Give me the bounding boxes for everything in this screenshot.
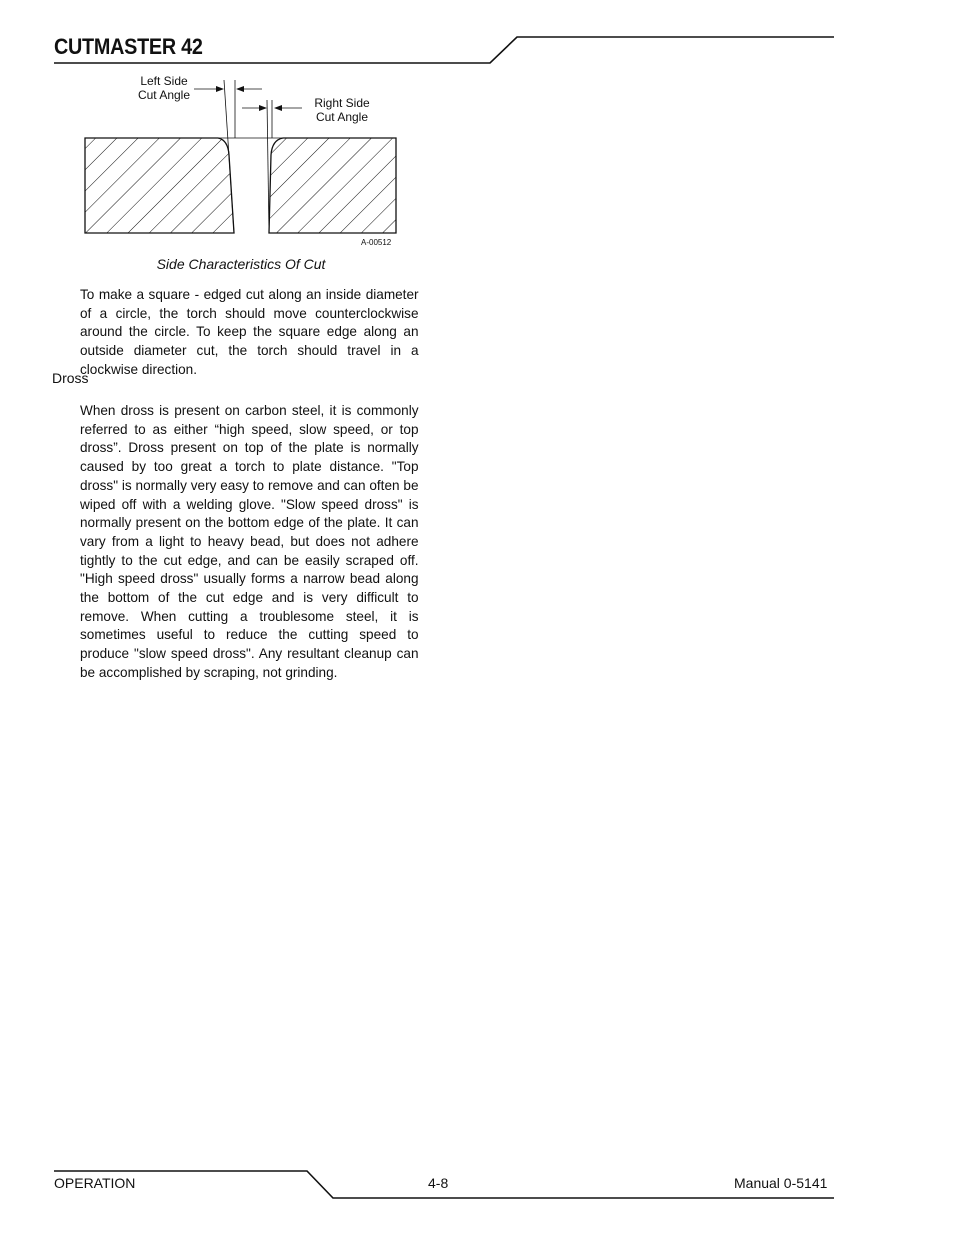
cut-angle-diagram bbox=[0, 0, 954, 260]
figure-caption: Side Characteristics Of Cut bbox=[156, 256, 326, 272]
label-line: Cut Angle bbox=[315, 110, 369, 124]
paragraph-dross: When dross is present on carbon steel, it is commonly referred to as either “high speed, slow speed, or top dross”. Dross present on top of the plate is normally caused by too great a torch to plate distance. "Top dross" is normally very easy to remove and can often be wiped off with a welding glove. "Slow speed dross" is normally present on the bottom edge of the plate. It can vary from a light to heavy bead, but does not adhere tightly to the cut edge, and can be easily scraped off. "High speed dross" usually forms a narrow bead along the bottom of the cut edge and is very difficult to remove. When cutting a troublesome steel, it is sometimes useful to reduce the cutting speed to produce "slow speed dross". Any resultant cleanup can be accomplished by scraping, not grinding. bbox=[80, 402, 419, 680]
footer-section: OPERATION bbox=[54, 1175, 136, 1191]
right-side-cut-angle-label bbox=[305, 96, 379, 124]
figure-code: A-00512 bbox=[361, 238, 392, 247]
page-header-title: CUTMASTER 42 bbox=[54, 34, 203, 59]
label-line: Right Side bbox=[314, 96, 370, 110]
section-heading-dross: Dross bbox=[52, 370, 89, 386]
paragraph-square-edge: To make a square - edged cut along an inside diameter of a circle, the torch should move counterclockwise around the circle. To keep the square edge along an outside diameter cut, the torch should travel in a clockwise direction. bbox=[80, 286, 419, 377]
footer-manual-number: Manual 0-5141 bbox=[734, 1175, 828, 1191]
left-side-cut-angle-label bbox=[128, 74, 200, 102]
label-line: Left Side bbox=[140, 74, 188, 88]
footer-page-number: 4-8 bbox=[428, 1175, 449, 1191]
label-line: Cut Angle bbox=[137, 88, 191, 102]
